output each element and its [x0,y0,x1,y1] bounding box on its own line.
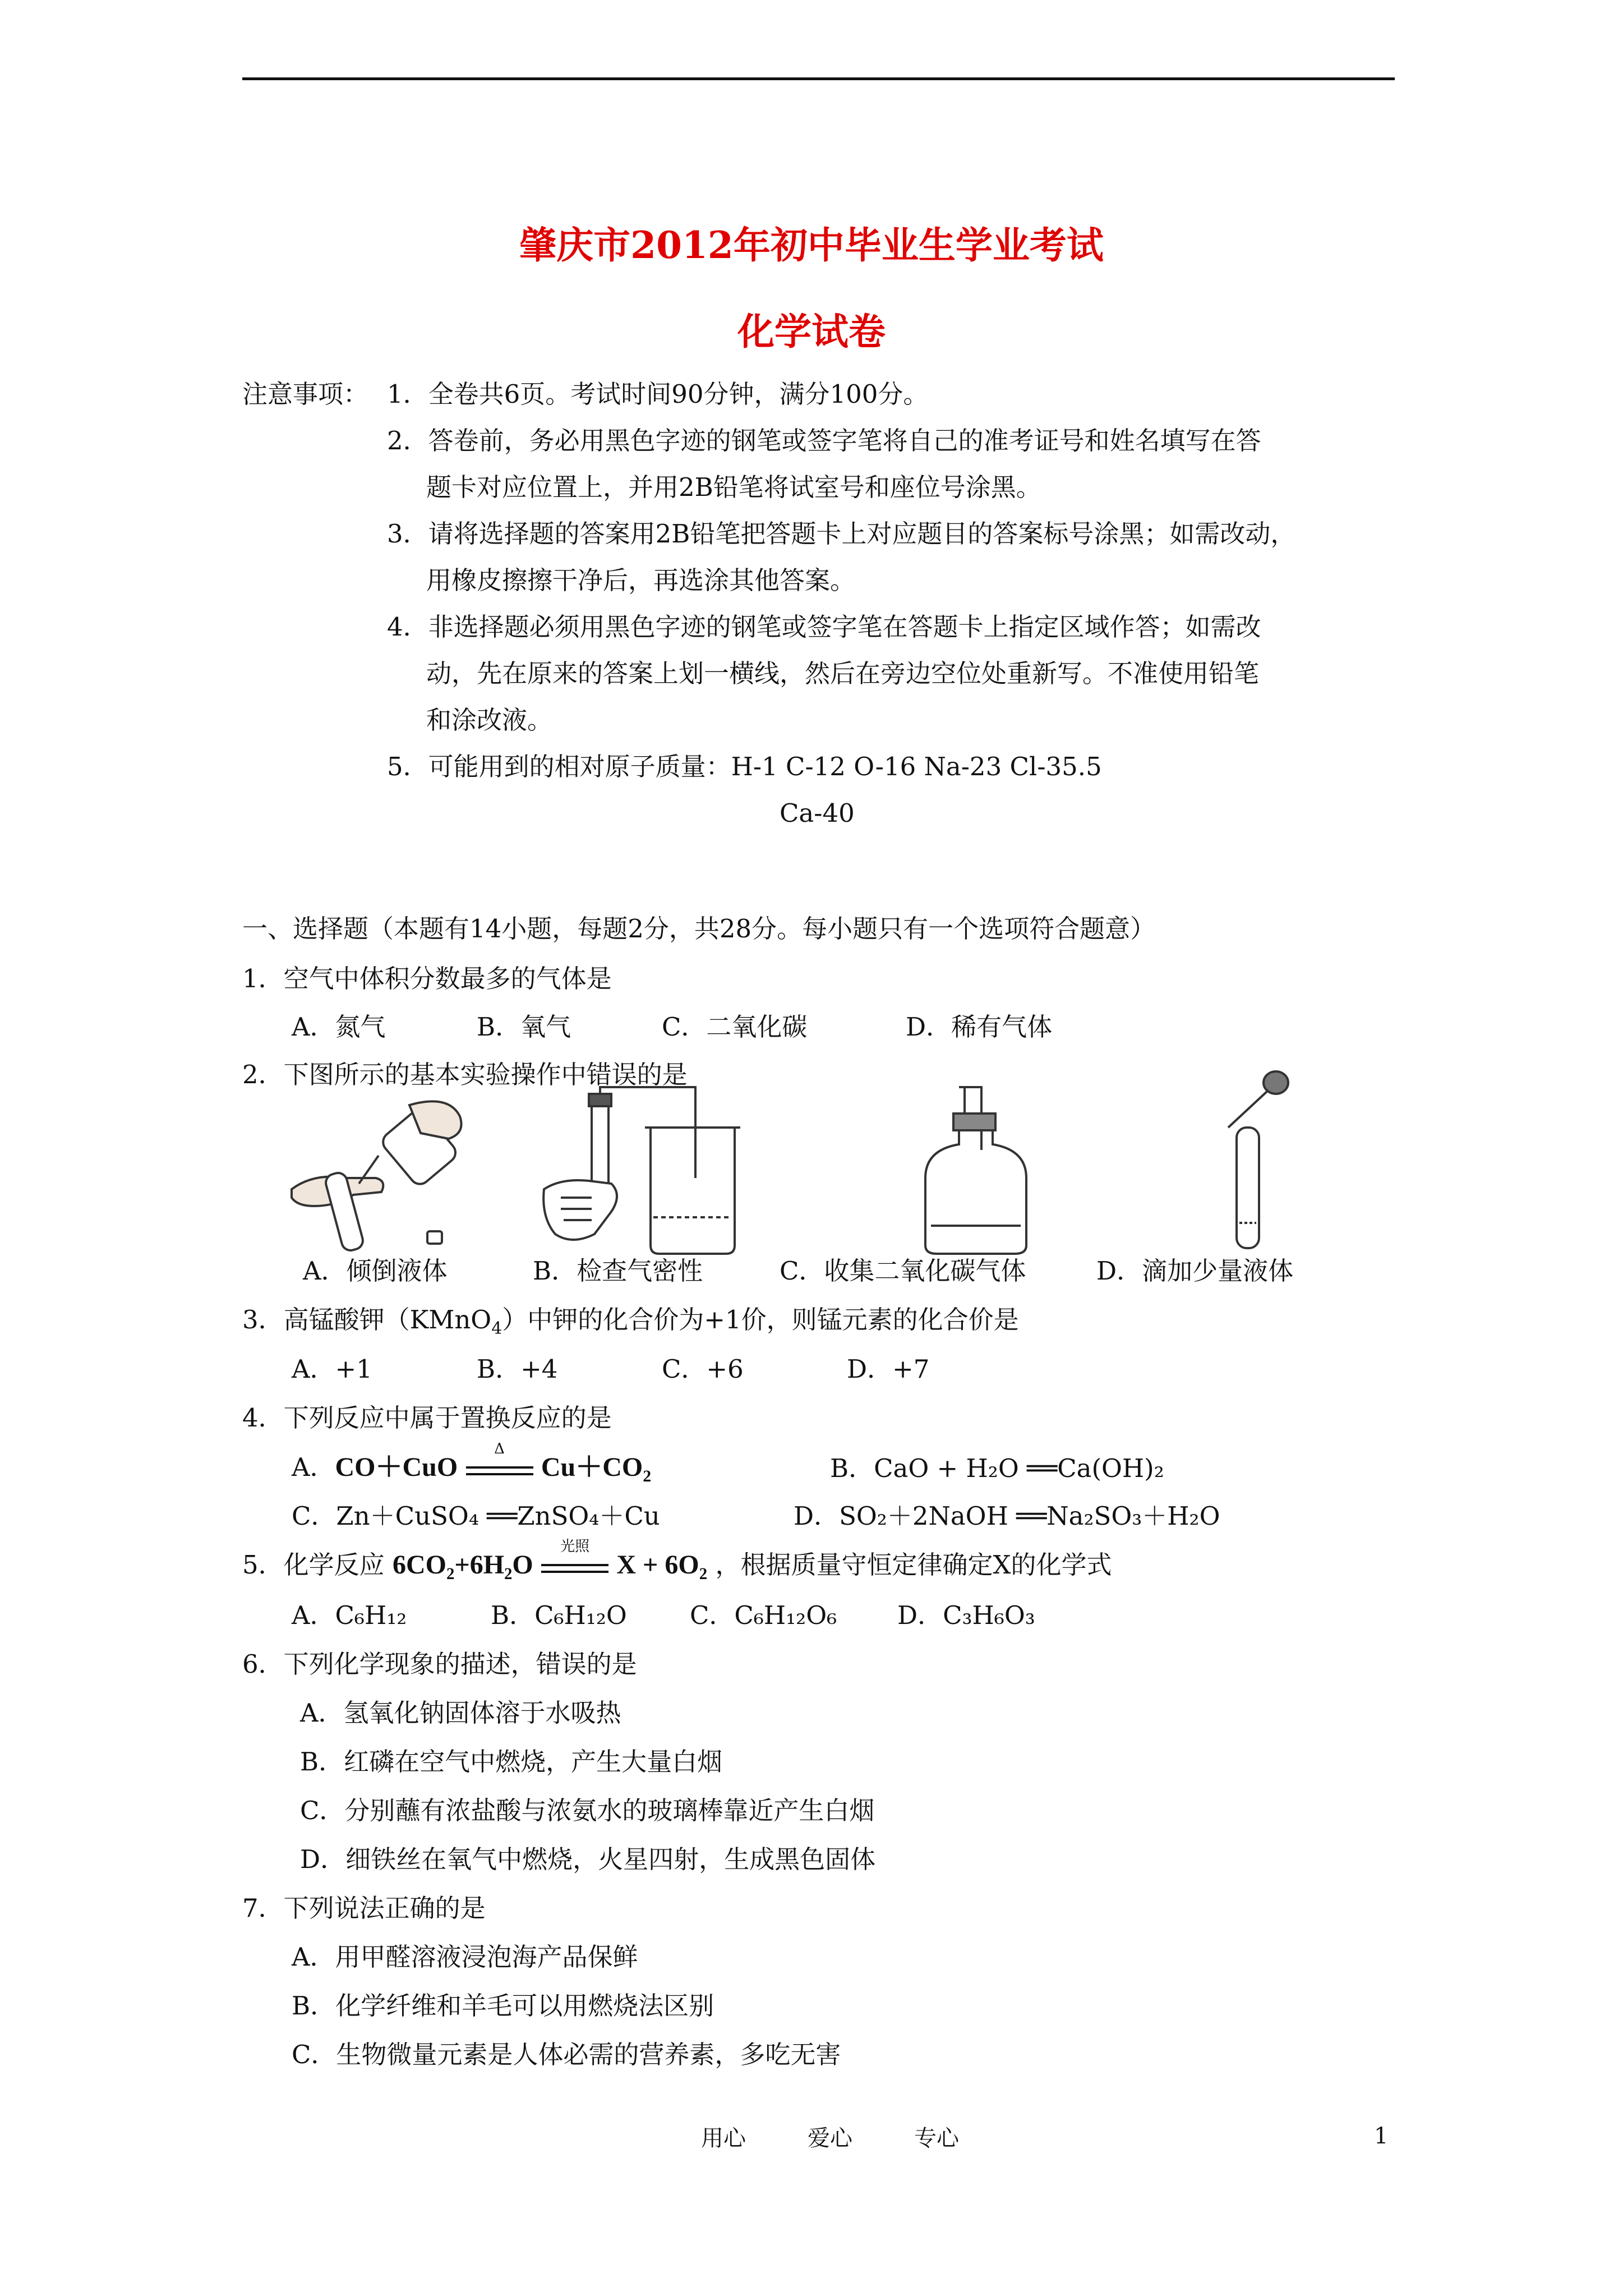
equals-sign [541,1538,608,1579]
q3-option-c: C．+6 [662,1354,744,1384]
q4-a-condition: Δ [494,1440,505,1457]
q3-stem-sub: 4 [491,1319,502,1338]
q5-option-d: D．C₃H₆O₃ [897,1600,1035,1630]
section-heading: 一、选择题（本题有14小题，每题2分，共28分。每小题只有一个选项符合题意） [242,914,1156,944]
q4-a-label: A． [292,1452,335,1482]
pouring-liquid-figure [280,1094,482,1262]
q3-stem-post: ）中钾的化合价为+1价，则锰元素的化合价是 [502,1305,1019,1335]
dropper-figure [1211,1066,1301,1257]
q2-stem: 2．下图所示的基本实验操作中错误的是 [242,1060,688,1089]
q4-a-right: Cu＋CO [541,1452,643,1482]
q7-option-b: B．化学纤维和羊毛可以用燃烧法区别 [292,1991,714,2021]
note-4b: 动，先在原来的答案上划一横线，然后在旁边空位处重新写。不准使用铅笔 [426,659,1260,688]
q6-option-c: C．分别蘸有浓盐酸与浓氨水的玻璃棒靠近产生白烟 [300,1796,875,1825]
q7-option-a: A．用甲醛溶液浸泡海产品保鲜 [292,1942,638,1972]
q7-option-c: C．生物微量元素是人体必需的营养素，多吃无害 [292,2040,841,2069]
q1-stem: 1．空气中体积分数最多的气体是 [242,964,612,993]
q2-option-c: C．收集二氧化碳气体 [780,1256,1026,1286]
q5-stem-post: ，根据质量守恒定律确定X的化学式 [715,1550,1112,1580]
q4-option-c: C．Zn＋CuSO₄ ══ZnSO₄＋Cu [292,1501,660,1531]
q4-option-a [292,1440,652,1485]
q4-option-b: B．CaO + H₂O ══Ca(OH)₂ [830,1453,1164,1483]
q3-option-d: D．+7 [847,1354,930,1384]
q5-option-c: C．C₆H₁₂O₆ [690,1600,837,1630]
exam-title: 肇庆市2012年初中毕业生学业考试 [519,223,1104,267]
exam-subtitle: 化学试卷 [737,310,886,353]
footer-word-1: 用心 [701,2125,746,2151]
q4-stem: 4．下列反应中属于置换反应的是 [242,1403,612,1433]
q2-option-d: D．滴加少量液体 [1096,1256,1294,1286]
q4-a-left: CO＋CuO [335,1452,458,1482]
note-1: 1．全卷共6页。考试时间90分钟，满分100分。 [387,379,929,409]
note-4c: 和涂改液。 [426,705,553,735]
notes-label: 注意事项： [242,379,369,409]
note-4a: 4．非选择题必须用黑色字迹的钢笔或签字笔在答题卡上指定区域作答；如需改 [387,612,1261,642]
header-rule [242,77,1395,80]
q5-eq-condition: 光照 [560,1538,590,1555]
note-3b: 用橡皮擦擦干净后，再选涂其他答案。 [426,565,856,595]
q3-stem-pre: 3．高锰酸钾（KMnO [242,1305,492,1335]
q1-option-a: A．氮气 [292,1012,386,1042]
gas-collection-figure [909,1083,1043,1257]
q6-option-a: A．氢氧化钠固体溶于水吸热 [300,1698,621,1728]
q7-stem: 7．下列说法正确的是 [242,1893,486,1923]
q2-option-a: A．倾倒液体 [303,1256,448,1286]
airtightness-check-figure [538,1083,774,1262]
note-5b: Ca-40 [780,798,855,828]
q6-stem: 6．下列化学现象的描述，错误的是 [242,1649,637,1679]
q1-option-b: B．氧气 [477,1012,571,1042]
q4-option-d: D．SO₂＋2NaOH ══Na₂SO₃＋H₂O [794,1501,1220,1531]
note-2a: 2．答卷前，务必用黑色字迹的钢笔或签字笔将自己的准考证号和姓名填写在答 [387,426,1261,455]
q5-option-b: B．C₆H₁₂O [491,1600,627,1630]
q2-option-b: B．检查气密性 [533,1256,703,1286]
note-5: 5．可能用到的相对原子质量：H-1 C-12 O-16 Na-23 Cl-35.5 [387,752,1102,781]
note-3a: 3．请将选择题的答案用2B铅笔把答题卡上对应题目的答案标号涂黑；如需改动， [387,519,1296,549]
q4-a-sub: 2 [643,1467,652,1485]
q5-eq-right: X + 6O₂ [616,1550,708,1580]
page-number: 1 [1374,2123,1389,2149]
q1-option-d: D．稀有气体 [906,1012,1053,1042]
q6-option-d: D．细铁丝在氧气中燃烧，火星四射，生成黑色固体 [300,1844,876,1874]
q3-option-a: A．+1 [292,1354,372,1384]
equals-sign [466,1440,533,1481]
q5-stem-pre: 5．化学反应 [242,1550,385,1580]
footer-word-2: 爱心 [808,2125,852,2151]
q5-eq-left: 6CO₂+6H₂O [392,1550,533,1580]
note-2b: 题卡对应位置上，并用2B铅笔将试室号和座位号涂黑。 [426,472,1041,502]
footer-word-3: 专心 [914,2125,959,2151]
q5-option-a: A．C₆H₁₂ [292,1600,407,1630]
q3-stem [242,1307,1019,1337]
q3-option-b: B．+4 [477,1354,558,1384]
q6-option-b: B．红磷在空气中燃烧，产生大量白烟 [300,1747,723,1777]
q1-option-c: C．二氧化碳 [662,1012,808,1042]
q5-stem [242,1538,1112,1580]
